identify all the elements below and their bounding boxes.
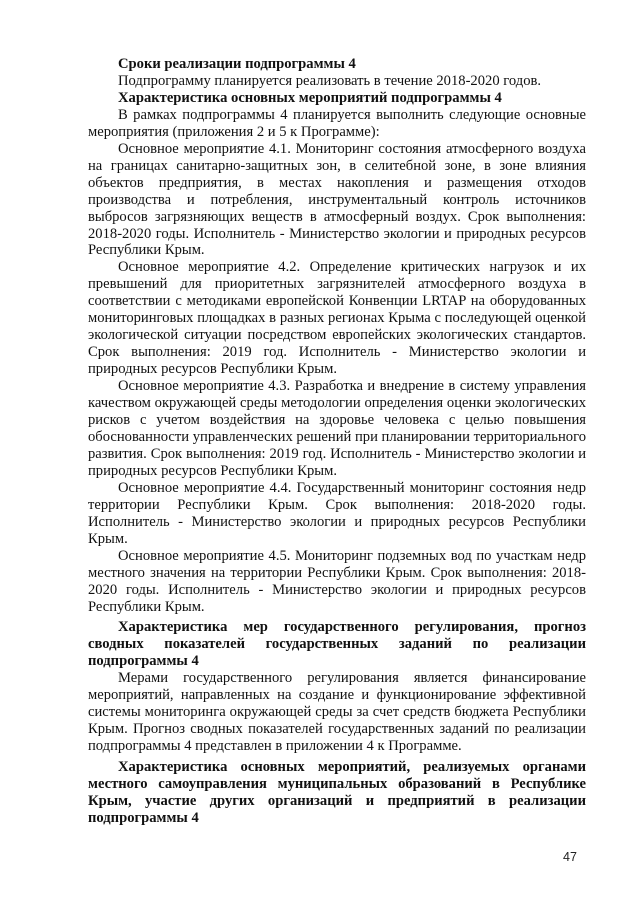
timeline-paragraph: Подпрограмму планируется реализовать в течение 2018-2020 годов. (118, 72, 542, 89)
measure-4-5-paragraph: Основное мероприятие 4.5. Мониторинг подземных вод по участкам недр местного значения на территории Республики Крым. Срок выполнения: 2018-2020 годы. Исполнитель - Министерство экологии и природных ресурсов Республики Крым. (88, 547, 586, 615)
section-heading-local: Характеристика основных мероприятий, реализуемых органами местного самоуправления муниципальных образований в Республике Крым, участие других организаций и предприятий в реализации подпрограммы 4 (88, 759, 586, 826)
document-page (88, 56, 586, 827)
regulation-paragraph: Мерами государственного регулирования является финансирование мероприятий, направленных на создание и функционирование эффективной системы мониторинга окружающей среды за счет средств бюджета Республики Крым. Прогноз сводных показателей государственных заданий по реализации подпрограммы 4 представлен в приложении 4 к Программе. (88, 670, 586, 755)
measure-4-1-paragraph: Основное мероприятие 4.1. Мониторинг состояния атмосферного воздуха на границах санитарно-защитных зон, в селитебной зоне, в зоне влияния объектов предприятия, в местах накопления и размещения отходов производства и потребления, инструментальный контроль источников выбросов загрязняющих веществ в атмосферный воздух. Срок выполнения: 2018-2020 годы. Исполнитель - Министерство экологии и природных ресурсов Республики Крым. (88, 140, 586, 259)
measure-4-3-paragraph: Основное мероприятие 4.3. Разработка и внедрение в систему управления качеством окружающей среды методологии определения оценки экологических рисков с учетом воздействия на здоровье человека с целью повышения обоснованности управленческих решений при планировании территориального развития. Срок выполнения: 2019 год. Исполнитель - Министерство экологии и природных ресурсов Республики Крым. (88, 378, 586, 479)
measure-4-2-paragraph: Основное мероприятие 4.2. Определение критических нагрузок и их превышений для приоритетных загрязнителей атмосферного воздуха в соответствии с методиками европейской Конвенции LRTAP на оборудованных мониторинговых площадках в разных регионах Крыма с последующей оценкой экологической ситуации посредством европейских экологических стандартов. Срок выполнения: 2019 год. Исполнитель - Министерство экологии и природных ресурсов Республики Крым. (88, 259, 586, 378)
section-heading-measures: Характеристика основных мероприятий подпрограммы 4 (118, 89, 502, 106)
page-number: 47 (563, 850, 577, 864)
section-heading-regulation: Характеристика мер государственного регулирования, прогноз сводных показателей государственных заданий по реализации подпрограммы 4 (88, 619, 586, 670)
section-heading-timeline: Сроки реализации подпрограммы 4 (118, 56, 356, 72)
measure-4-4-paragraph: Основное мероприятие 4.4. Государственный мониторинг состояния недр территории Республики Крым. Срок выполнения: 2018-2020 годы. Исполнитель - Министерство экологии и природных ресурсов Республики Крым. (88, 479, 586, 547)
intro-paragraph: В рамках подпрограммы 4 планируется выполнить следующие основные мероприятия (приложения 2 и 5 к Программе): (88, 106, 586, 140)
